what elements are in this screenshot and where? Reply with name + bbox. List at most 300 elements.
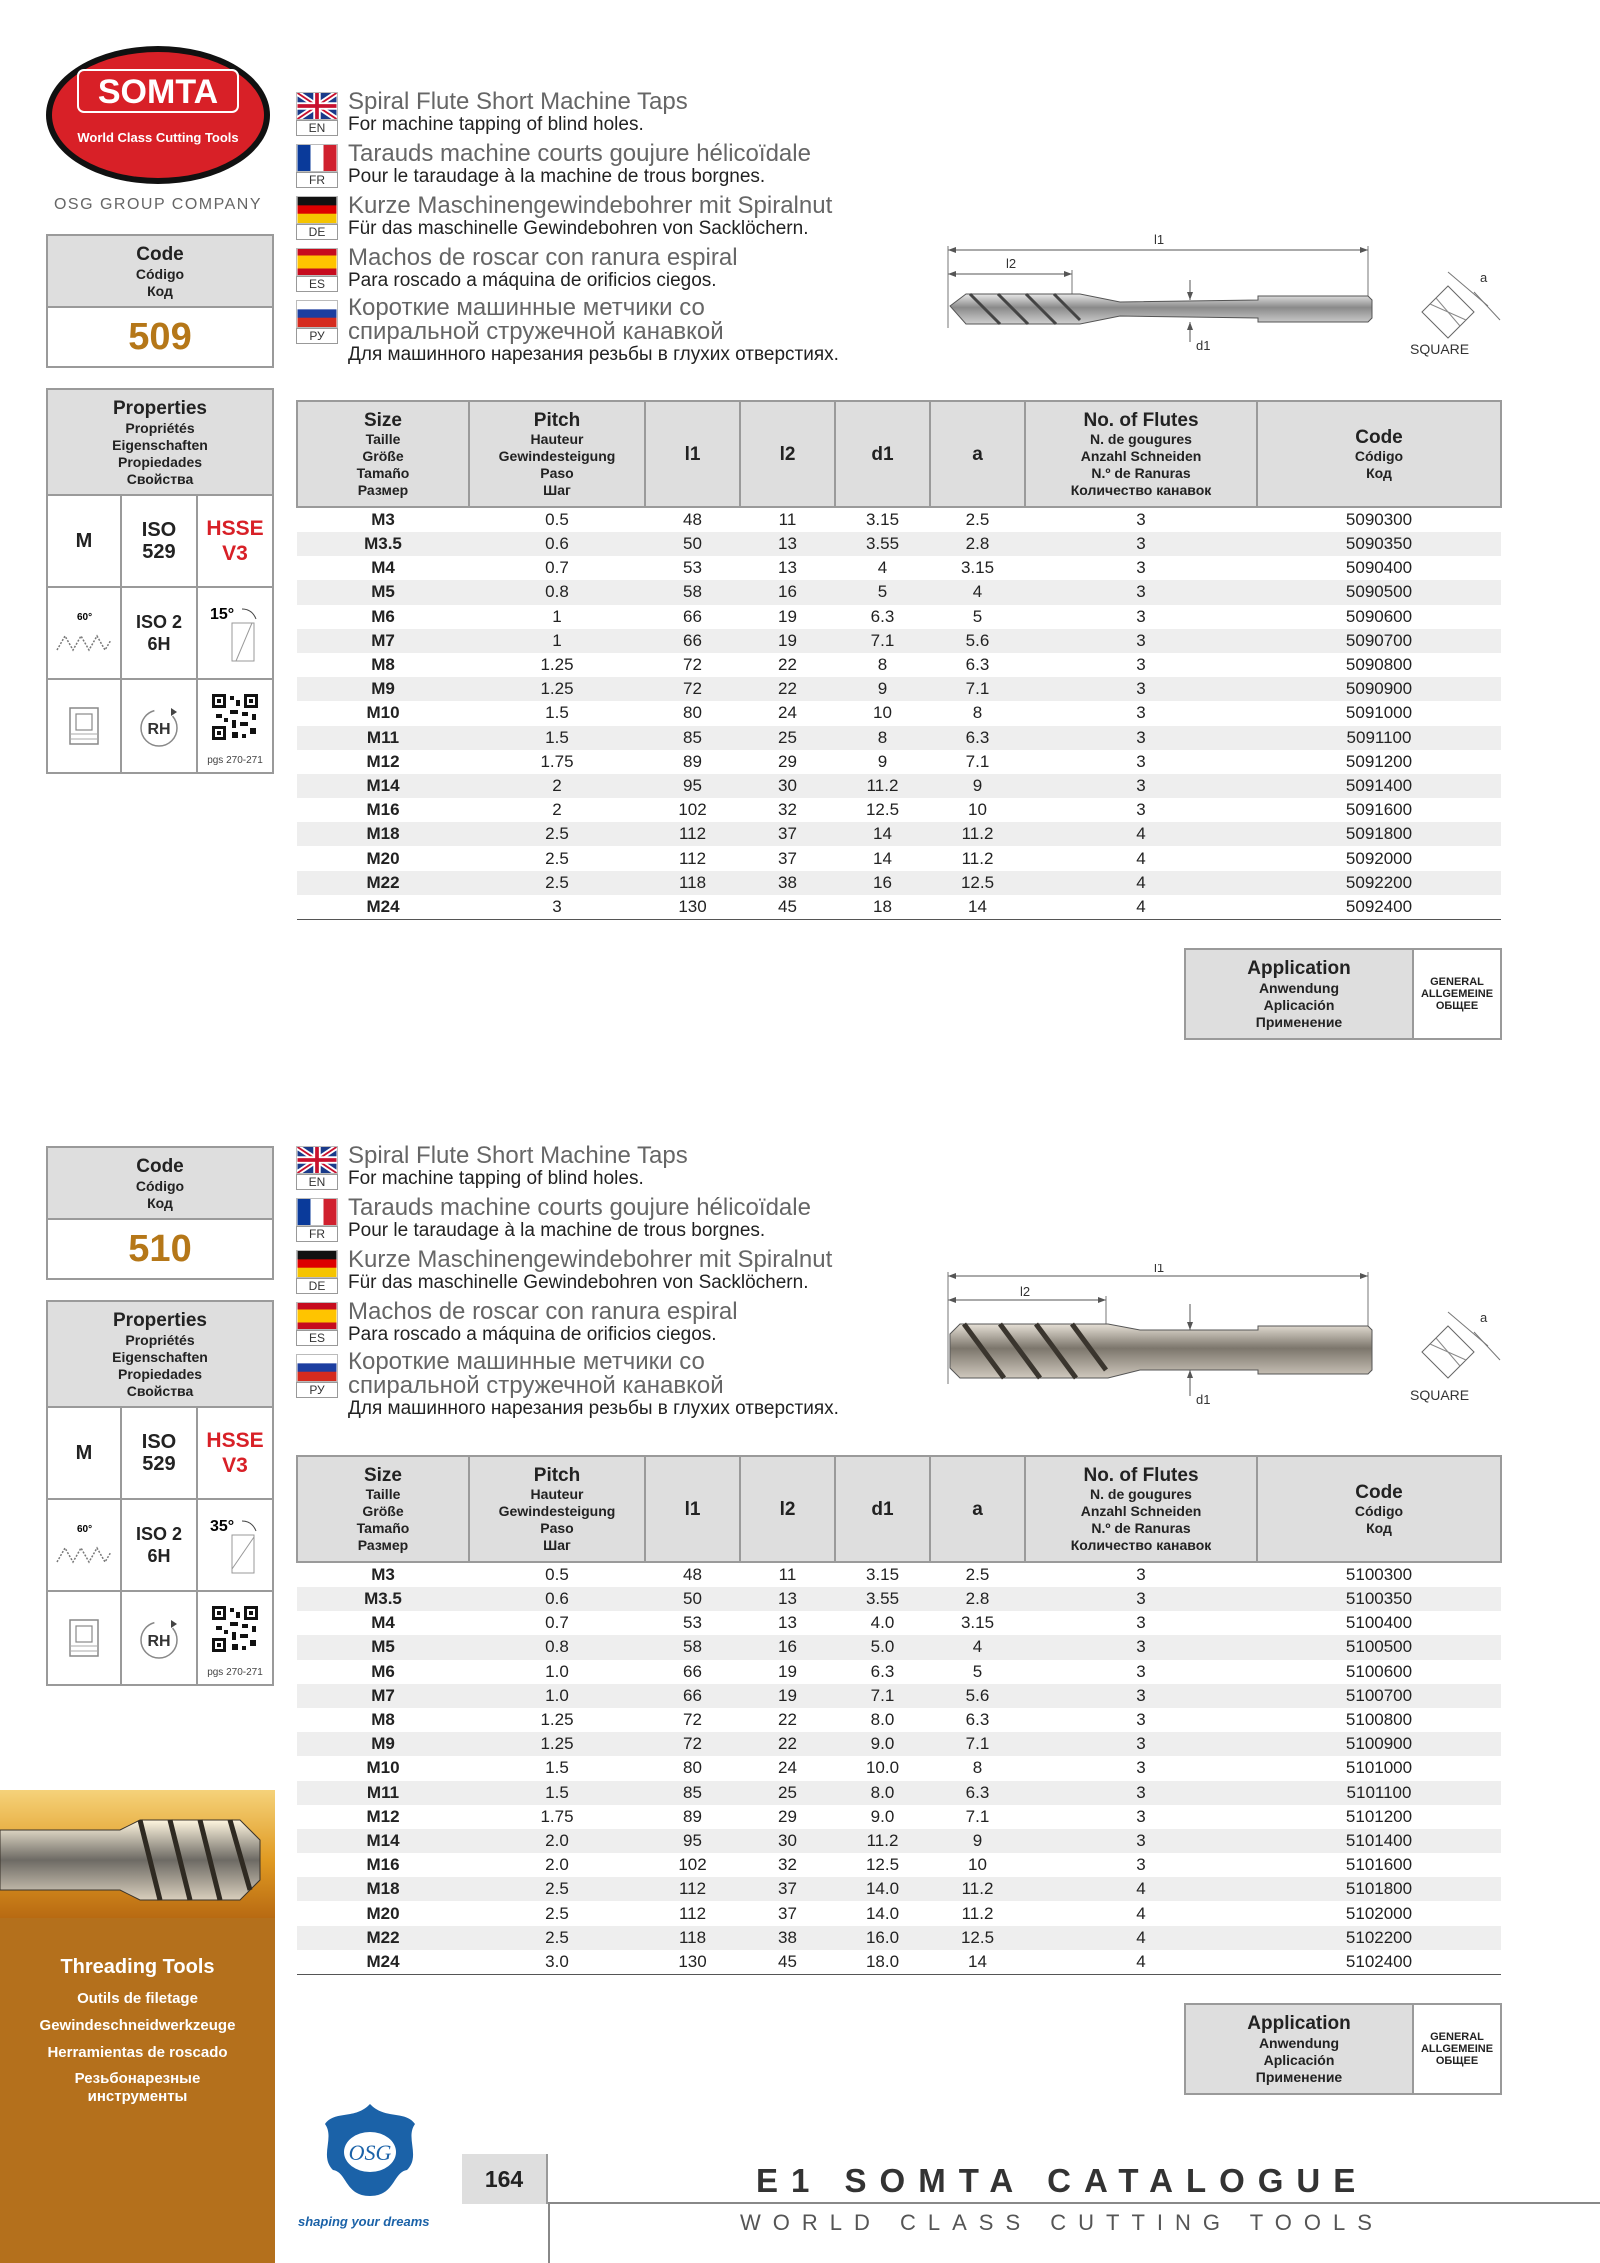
cell-a: 4: [930, 1635, 1025, 1659]
cell-a: 7.1: [930, 1732, 1025, 1756]
subtitle-en-text: For machine tapping of blind holes.: [348, 114, 644, 135]
cell-pitch: 2.5: [469, 822, 645, 846]
cell-pitch: 1.25: [540, 1710, 574, 1730]
cell-d1: 3.55: [835, 1587, 930, 1611]
cell-l2: 19: [778, 606, 797, 626]
table-row: [297, 532, 1501, 556]
cell-a: 8: [972, 703, 983, 723]
cell-a: 9: [930, 774, 1025, 798]
cell-l1: 112: [645, 1877, 740, 1901]
title-ru: [296, 1348, 896, 1419]
properties-label-ru: Свойства: [126, 471, 194, 487]
cell-d1: 14: [873, 848, 892, 868]
cell-pitch: 2.5: [469, 871, 645, 895]
cell-l2: 29: [778, 1806, 797, 1826]
cell-l1: 80: [683, 1758, 702, 1778]
cell-d1: 9: [835, 677, 930, 701]
cell-l1: 58: [645, 1635, 740, 1659]
iso2-6h-prop: ISO 2 6H: [122, 588, 198, 680]
cell-code: 5091600: [1345, 800, 1413, 820]
right-hand-prop: [122, 1592, 198, 1684]
threading-tools-panel: [0, 1918, 275, 2263]
table-row: [297, 846, 1501, 870]
cell-l2: 13: [778, 1613, 797, 1633]
table-row: [297, 1853, 1501, 1877]
cell-l2: 32: [778, 1855, 797, 1875]
code-label-ru: Код: [147, 1195, 173, 1211]
cell-a: 2.5: [965, 510, 990, 529]
cell-d1: 3.55: [835, 532, 930, 556]
cell-code: 5090350: [1257, 532, 1501, 556]
cell-a: 2.8: [930, 532, 1025, 556]
cell-l2: 16: [740, 580, 835, 604]
properties-label-fr: Propriétés: [125, 1332, 195, 1348]
code-label: Code: [136, 1156, 184, 1177]
code-label-es: Código: [135, 1178, 185, 1194]
cell-size: M6: [371, 1661, 395, 1681]
cell-code: 5100300: [1345, 1565, 1413, 1584]
cell-d1: 9.0: [835, 1732, 930, 1756]
cell-a: 12.5: [930, 871, 1025, 895]
cell-l1: 72: [645, 1732, 740, 1756]
table-row: [297, 507, 1501, 532]
cell-size: M20: [366, 848, 400, 868]
cell-code: 5100500: [1257, 1635, 1501, 1659]
cell-d1: 16.0: [835, 1926, 930, 1950]
title-de: [296, 1246, 896, 1298]
cell-a: 5: [972, 1661, 983, 1681]
cell-a: 6.3: [930, 726, 1025, 750]
slogan: shaping your dreams: [298, 2214, 430, 2229]
subtitle-es-text: Para roscado a máquina de orificios ciegos.: [348, 1324, 717, 1345]
table-row: [297, 1635, 1501, 1659]
product-code: 509: [128, 316, 192, 358]
cell-d1: 8: [835, 726, 930, 750]
cell-code: 5091100: [1257, 726, 1501, 750]
cell-d1: 8.0: [835, 1781, 930, 1805]
cell-pitch: 1: [552, 606, 562, 626]
col-flutes: No. of Flutes N. de gougures Anzahl Schneiden N.º de Ranuras Количество канавок: [1025, 401, 1257, 507]
cell-flutes: 3: [1136, 606, 1146, 626]
square-label: SQUARE: [1410, 1387, 1470, 1403]
cell-pitch: 0.7: [545, 558, 569, 578]
table-row: [297, 774, 1501, 798]
cell-d1: 12.5: [865, 1855, 900, 1875]
cell-size: M12: [366, 1806, 400, 1826]
col-pitch: Pitch Hauteur Gewindesteigung Paso Шаг: [469, 401, 645, 507]
iso-529-prop: ISO 529: [122, 1408, 198, 1500]
cell-a: 14: [930, 1950, 1025, 1975]
cell-flutes: 4: [1025, 1926, 1257, 1950]
cell-size: M22: [297, 1926, 469, 1950]
lang-code-de: DE: [296, 1278, 338, 1294]
cell-l2: 19: [778, 1661, 797, 1681]
cell-l2: 38: [740, 1926, 835, 1950]
application-box-509: [1184, 948, 1502, 1040]
col-size: Size Taille Größe Tamaño Размер: [297, 401, 469, 507]
cell-l2: 37: [778, 848, 797, 868]
lang-code-ru: РУ: [296, 328, 338, 344]
logo-tagline: World Class Cutting Tools: [77, 130, 239, 145]
cell-a: 11.2: [930, 822, 1025, 846]
subtitle-fr-text: Pour le taraudage à la machine de trous borgnes.: [348, 1220, 766, 1241]
cell-pitch: 0.6: [469, 532, 645, 556]
cell-a: 7.1: [965, 751, 990, 771]
cell-code: 5100350: [1257, 1587, 1501, 1611]
cell-l2: 19: [740, 629, 835, 653]
code-label-ru: Код: [147, 283, 173, 299]
cell-code: 5090300: [1345, 510, 1413, 529]
col-l2: l2: [740, 1456, 835, 1562]
cell-l1: 130: [645, 1950, 740, 1975]
cell-flutes: 4: [1025, 1877, 1257, 1901]
cell-size: M3: [371, 510, 395, 529]
subtitle-es-text: Para roscado a máquina de orificios ciegos.: [348, 270, 717, 291]
cell-d1: 11.2: [835, 1829, 930, 1853]
square-shank-icon: [64, 1616, 104, 1660]
cell-l1: 53: [683, 1613, 702, 1633]
cell-pitch: 2.0: [545, 1855, 569, 1875]
qr-code-prop[interactable]: [198, 1592, 272, 1684]
cell-l1: 48: [683, 1565, 702, 1584]
cell-l1: 50: [645, 1587, 740, 1611]
title-fr: [296, 1194, 896, 1246]
cell-d1: 8: [877, 655, 888, 675]
table-row: [297, 1684, 1501, 1708]
cell-d1: 14.0: [835, 1877, 930, 1901]
cell-l1: 89: [683, 1806, 702, 1826]
cell-l1: 66: [683, 606, 702, 626]
cell-size: M6: [371, 606, 395, 626]
cell-l2: 45: [740, 895, 835, 920]
svg-text:60°: 60°: [77, 612, 93, 623]
application-label-es: Aplicación: [1263, 997, 1335, 1013]
title-en: [296, 88, 896, 140]
cell-l1: 112: [645, 822, 740, 846]
svg-text:RH: RH: [147, 1633, 171, 1650]
cell-l2: 37: [740, 1877, 835, 1901]
subtitle-de-text: Für das maschinelle Gewindebohren von Sacklöchern.: [348, 218, 809, 239]
cell-code: 5101000: [1345, 1758, 1413, 1778]
cell-a: 11.2: [961, 1903, 994, 1923]
cell-size: M4: [371, 558, 395, 578]
square-section-icon: [1422, 1310, 1500, 1378]
table-row: [297, 1901, 1501, 1925]
application-label-de: Anwendung: [1258, 980, 1340, 996]
cell-l2: 22: [778, 655, 797, 675]
cell-l1: 72: [683, 1710, 702, 1730]
cell-flutes: 4: [1025, 822, 1257, 846]
cell-d1: 5: [835, 580, 930, 604]
cell-d1: 10: [873, 703, 892, 723]
properties-label-de: Eigenschaften: [112, 1349, 208, 1365]
cell-code: 5101200: [1345, 1806, 1413, 1826]
square-shank-icon: [64, 704, 104, 748]
cell-l2: 37: [778, 1903, 797, 1923]
table-row: [297, 605, 1501, 629]
lang-code-de: DE: [296, 224, 338, 240]
metric-thread-prop: M: [48, 1408, 122, 1500]
cell-l1: 89: [683, 751, 702, 771]
table-row: [297, 1587, 1501, 1611]
cell-a: 12.5: [930, 1926, 1025, 1950]
uk-flag-icon: [296, 1146, 338, 1174]
footer-divider: [548, 2202, 1600, 2204]
col-code: Code Código Код: [1257, 1456, 1501, 1562]
group-company: OSG GROUP COMPANY: [53, 196, 263, 213]
application-label: Application: [1247, 958, 1351, 979]
cell-size: M11: [297, 726, 469, 750]
table-row: [297, 1562, 1501, 1587]
cell-code: 5101600: [1345, 1855, 1413, 1875]
cell-size: M11: [297, 1781, 469, 1805]
page-number: 164: [462, 2154, 548, 2204]
helix-angle-icon: [204, 601, 266, 665]
cell-l2: 29: [778, 751, 797, 771]
subtitle-de-text: Für das maschinelle Gewindebohren von Sacklöchern.: [348, 1272, 809, 1293]
table-row: [297, 798, 1501, 822]
cell-pitch: 3.0: [469, 1950, 645, 1975]
titles-509: [296, 88, 896, 365]
product-code: 510: [128, 1228, 192, 1270]
svg-text:l1: l1: [1154, 1264, 1165, 1275]
cell-l1: 72: [645, 677, 740, 701]
table-row: [297, 726, 1501, 750]
table-row: [297, 871, 1501, 895]
cell-size: M18: [297, 822, 469, 846]
cell-d1: 4: [877, 558, 888, 578]
col-a: a: [930, 401, 1025, 507]
cell-pitch: 1.0: [545, 1661, 569, 1681]
cell-pitch: 1.75: [540, 1806, 574, 1826]
cell-a: 3.15: [960, 558, 995, 578]
cell-d1: 7.1: [835, 1684, 930, 1708]
lang-code-fr: FR: [296, 1226, 338, 1242]
metric-thread-prop: M: [48, 496, 122, 588]
table-row: [297, 629, 1501, 653]
threading-tools-ru: Резьбонарезные инструменты: [74, 2070, 201, 2105]
cell-a: 5.6: [930, 1684, 1025, 1708]
cell-l2: 25: [740, 726, 835, 750]
cell-flutes: 3: [1136, 703, 1146, 723]
lang-code-ru: РУ: [296, 1382, 338, 1398]
cell-l1: 118: [645, 1926, 740, 1950]
cell-d1: 18: [835, 895, 930, 920]
properties-box-509: [46, 388, 274, 774]
cell-code: 5101100: [1257, 1781, 1501, 1805]
rotation-rh-icon: [131, 1610, 187, 1666]
cell-pitch: 1.5: [469, 726, 645, 750]
table-row: [297, 822, 1501, 846]
cell-flutes: 3: [1025, 774, 1257, 798]
properties-label-es: Propiedades: [117, 1366, 203, 1382]
ru-flag-icon: [296, 300, 338, 328]
cell-code: 5091400: [1257, 774, 1501, 798]
cell-code: 5100700: [1257, 1684, 1501, 1708]
properties-label: Properties: [113, 398, 207, 419]
cell-l1: 130: [645, 895, 740, 920]
cell-code: 5102000: [1345, 1903, 1413, 1923]
application-box-510: [1184, 2003, 1502, 2095]
cell-d1: 7.1: [835, 629, 930, 653]
cell-code: 5101400: [1257, 1829, 1501, 1853]
subtitle-ru-text: Для машинного нарезания резьбы в глухих отверстиях.: [348, 344, 839, 365]
lang-code-es: ES: [296, 1330, 338, 1346]
cell-l2: 19: [740, 1684, 835, 1708]
cell-l1: 102: [678, 1855, 707, 1875]
cell-l1: 66: [683, 1661, 702, 1681]
cell-a: 10: [968, 1855, 987, 1875]
cell-size: M3.5: [297, 532, 469, 556]
table-row: [297, 750, 1501, 774]
properties-box-510: [46, 1300, 274, 1686]
cell-l1: 112: [678, 1903, 707, 1923]
cell-pitch: 1.25: [469, 1732, 645, 1756]
svg-text:d1: d1: [1196, 338, 1211, 353]
table-row: [297, 653, 1501, 677]
cell-pitch: 1.25: [469, 677, 645, 701]
cell-l1: 66: [645, 629, 740, 653]
cell-l2: 38: [740, 871, 835, 895]
cell-flutes: 3: [1136, 1806, 1146, 1826]
helix-angle-prop: [198, 1500, 272, 1592]
cell-pitch: 2.5: [545, 848, 569, 868]
cell-code: 5092200: [1257, 871, 1501, 895]
thread-profile-icon: [53, 608, 115, 658]
cell-l1: 95: [645, 1829, 740, 1853]
cell-pitch: 2.5: [545, 1903, 569, 1923]
rotation-rh-icon: [131, 698, 187, 754]
cell-code: 5092000: [1345, 848, 1413, 868]
thread-angle-prop: [48, 588, 122, 680]
cell-d1: 16: [835, 871, 930, 895]
table-row: [297, 1781, 1501, 1805]
cell-a: 10: [968, 800, 987, 820]
cell-flutes: 3: [1025, 1829, 1257, 1853]
title-fr: [296, 140, 896, 192]
cell-size: M24: [297, 895, 469, 920]
cell-a: 2.5: [965, 1565, 990, 1584]
footer-vertical-divider: [548, 2204, 550, 2263]
cell-l1: 58: [645, 580, 740, 604]
cell-flutes: 3: [1136, 1758, 1146, 1778]
svg-text:a: a: [1480, 1310, 1488, 1325]
de-flag-icon: [296, 1250, 338, 1278]
cell-pitch: 0.5: [545, 510, 569, 529]
spec-table-510: [296, 1455, 1502, 1975]
qr-code-prop[interactable]: [198, 680, 272, 772]
cell-d1: 9: [877, 751, 888, 771]
table-row: [297, 1829, 1501, 1853]
threading-tools-de: Gewindeschneidwerkzeuge: [39, 2017, 236, 2034]
cell-a: 6.3: [965, 1710, 990, 1730]
square-section-icon: [1422, 270, 1500, 338]
somta-logo: [44, 44, 272, 186]
application-label-ru: Применение: [1255, 2069, 1343, 2085]
application-label: Application: [1247, 2013, 1351, 2034]
cell-code: 5092400: [1257, 895, 1501, 920]
cell-l1: 80: [683, 703, 702, 723]
cell-flutes: 3: [1136, 1565, 1146, 1584]
cell-flutes: 3: [1136, 1710, 1146, 1730]
lang-code-fr: FR: [296, 172, 338, 188]
cell-d1: 8.0: [870, 1710, 895, 1730]
cell-code: 5100800: [1345, 1710, 1413, 1730]
cell-code: 5100400: [1345, 1613, 1413, 1633]
title-ru-text: Короткие машинные метчики со спиральной стружечной канавкой: [348, 294, 724, 345]
title-en: [296, 1142, 896, 1194]
table-row: [297, 1660, 1501, 1684]
cell-code: 5090400: [1345, 558, 1413, 578]
pages-ref: pgs 270-271: [207, 755, 263, 766]
thread-profile-icon: [53, 1520, 115, 1570]
svg-text:l2: l2: [1006, 256, 1017, 271]
table-row: [297, 1926, 1501, 1950]
cell-size: M20: [366, 1903, 400, 1923]
cell-flutes: 3: [1025, 1781, 1257, 1805]
cell-size: M9: [297, 677, 469, 701]
title-es: [296, 1298, 896, 1350]
cell-flutes: 3: [1025, 629, 1257, 653]
table-row: [297, 556, 1501, 580]
cell-l2: 22: [778, 1710, 797, 1730]
cell-a: 6.3: [930, 1781, 1025, 1805]
cell-pitch: 1.0: [469, 1684, 645, 1708]
cell-flutes: 4: [1025, 871, 1257, 895]
cell-flutes: 3: [1136, 800, 1146, 820]
table-row: [297, 1611, 1501, 1635]
cell-l1: 66: [645, 1684, 740, 1708]
title-es: [296, 244, 896, 296]
col-size: Size Taille Größe Tamaño Размер: [297, 1456, 469, 1562]
cell-size: M22: [297, 871, 469, 895]
cell-size: M7: [297, 629, 469, 653]
cell-size: M14: [297, 774, 469, 798]
table-row: [297, 1732, 1501, 1756]
cell-d1: 3.15: [865, 1565, 900, 1584]
cell-d1: 12.5: [865, 800, 900, 820]
cell-l1: 112: [678, 848, 707, 868]
es-flag-icon: [296, 248, 338, 276]
cell-flutes: 3: [1025, 532, 1257, 556]
cell-size: M4: [371, 1613, 395, 1633]
table-row: [297, 701, 1501, 725]
title-en-text: Spiral Flute Short Machine Taps: [348, 88, 688, 115]
cell-flutes: 3: [1025, 580, 1257, 604]
table-row: [297, 1756, 1501, 1780]
cell-l2: 37: [740, 822, 835, 846]
cell-size: M7: [297, 1684, 469, 1708]
cell-size: M8: [371, 1710, 395, 1730]
code-box-509: [46, 234, 274, 368]
cell-a: 7.1: [930, 677, 1025, 701]
cell-a: 6.3: [965, 655, 990, 675]
col-code: Code Código Код: [1257, 401, 1501, 507]
cell-code: 5100600: [1345, 1661, 1413, 1681]
uk-flag-icon: [296, 92, 338, 120]
svg-text:35°: 35°: [210, 1518, 235, 1535]
cell-d1: 3.15: [865, 510, 900, 529]
properties-label-es: Propiedades: [117, 454, 203, 470]
col-l1: l1: [645, 1456, 740, 1562]
svg-text:OSG: OSG: [348, 2140, 392, 2165]
cell-l2: 16: [740, 1635, 835, 1659]
cell-d1: 14.0: [865, 1903, 900, 1923]
col-a: a: [930, 1456, 1025, 1562]
cell-a: 2.8: [930, 1587, 1025, 1611]
cell-pitch: 0.5: [545, 1565, 569, 1584]
cell-code: 5090800: [1345, 655, 1413, 675]
